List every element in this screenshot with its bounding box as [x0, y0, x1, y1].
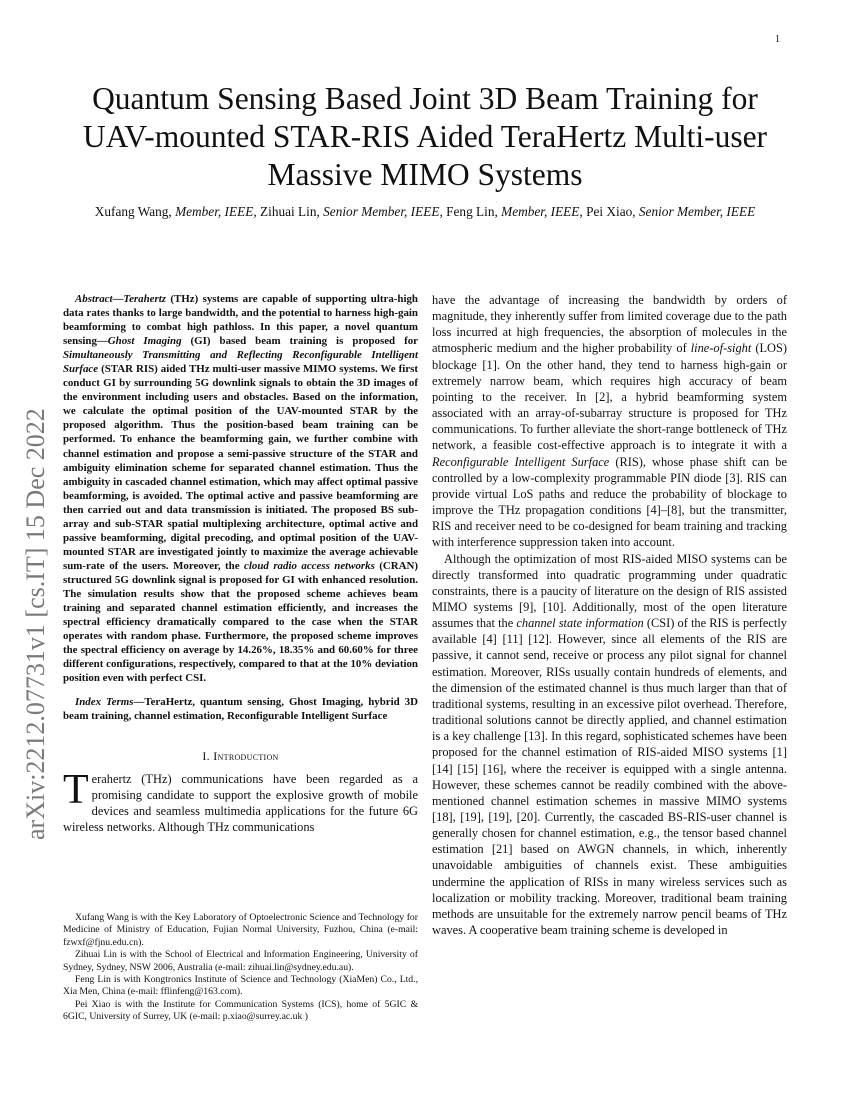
right-column — [432, 292, 787, 938]
arxiv-watermark — [6, 300, 56, 840]
author-4-role: Senior Member, IEEE — [638, 204, 756, 219]
abstract: Abstract—Terahertz (THz) systems are capable of supporting ultra-high data rates thanks to large bandwidth, and the potential to harness high-gain beamforming to combat high pathloss. In this paper, a novel quantum sensing—Ghost Imaging (GI) based beam training is proposed for Simultaneously Transmitting and Reflecting Reconfigurable Intelligent Surface (STAR RIS) aided THz multi-user massive MIMO systems. We first conduct GI by surrounding 5G downlink signals to obtain the 3D images of the environment including users and obstacles. Based on the information, we calculate the optimal position of the UAV-mounted STAR by the proposed algorithm. Thus the position-based beam training can be performed. To enhance the beamforming gain, we further combine with channel estimation and propose a semi-passive structure of the STAR and ambiguity elimination scheme for separated channel estimation. Thus the ambiguity in cascaded channel estimation, which may affect optimal passive beamforming, is avoided. The optimal active and passive beamforming are then carried out and data transmission is initiated. The proposed BS sub-array and sub-STAR spatial multiplexing architecture, optimal active and passive beamforming, digital precoding, and optimal position of the UAV-mounted STAR are investigated jointly to maximize the average achievable sum-rate of the users. Moreover, the cloud radio access networks (CRAN) structured 5G downlink signal is proposed for GI with enhanced resolution. The simulation results show that the proposed scheme achieves beam training and separated channel estimation efficiently, and increases the spectral efficiency dramatically compared to the case when the STAR operates with random phase. Furthermore, the proposed scheme improves the spectral efficiency on average by 14.26%, 18.35% and 60.60% for three different configurations, respectively, compared to that at the 10% deviation position even with perfect CSI. — [63, 293, 419, 685]
author-3: Feng Lin, — [442, 204, 502, 219]
index-terms-label: Index Terms — [75, 696, 134, 709]
author-2: Zihuai Lin, — [256, 204, 324, 219]
author-1: Xufang Wang, — [94, 204, 176, 219]
abstract-label: Abstract — [75, 293, 113, 305]
footnote: Pei Xiao is with the Institute for Communication Systems (ICS), home of 5GIC & 6GIC, University of Surrey, UK (e-mail: p.xiao@surrey.ac.uk ) — [63, 998, 418, 1023]
intro-paragraph: Terahertz (THz) communications have been regarded as a promising candidate to support the explosive growth of mobile devices and seamless multimedia applications for the future 6G wireless networks. Although THz communications — [63, 767, 418, 835]
arxiv-id: arXiv:2212.07731v1 [cs.IT] 15 Dec 2022 — [21, 408, 50, 840]
footnote: Xufang Wang is with the Key Laboratory of Optoelectronic Science and Technology for Medicine of Ministry of Education, Fujian Normal University, Fuzhou, China (e-mail: fzwxf@fjnu.edu.cn). — [63, 912, 418, 948]
paper-title: Quantum Sensing Based Joint 3D Beam Training for UAV-mounted STAR-RIS Aided TeraHertz Multi-user Massive MIMO Systems — [82, 81, 768, 192]
author-3-role: Member, IEEE, — [501, 204, 583, 219]
index-terms: Index Terms—TeraHertz, quantum sensing, Ghost Imaging, hybrid 3D beam training, channel estimation, Reconfigurable Intelligent Surface — [63, 696, 418, 723]
body-paragraph: have the advantage of increasing the bandwidth by orders of magnitude, they inherently suffer from limited coverage due to the path loss incurred at high frequencies, the absorption of molecules in the atmospheric medium and the higher probability of line-of-sight (LOS) blockage [1]. On the other hand, they tend to harness high-gain or extremely narrow beam, which requires high accuracy of beam pointing to the receiver. In [2], a hybrid beamforming system associated with an array-of-subarray structure is proposed for THz communications. To further alleviate the short-range bottleneck of THz network, a feasible cost-effective approach is to integrate it with a Reconfigurable Intelligent Surface (RIS), whose phase shift can be controlled by a low-complexity programmable PIN diode [3]. RIS can provide virtual LoS paths and reduce the probability of blockage to improve the THz propagation conditions [4]–[8], but the transmitter, RIS and receiver need to be co-designed for beam training and tracking with interference suppression taken into account. — [432, 293, 787, 550]
author-2-role: Senior Member, IEEE, — [323, 204, 443, 219]
author-1-role: Member, IEEE, — [175, 204, 257, 219]
page-number: 1 — [775, 34, 780, 45]
footnote: Zihuai Lin is with the School of Electrical and Information Engineering, University of Sydney, Sydney, NSW 2006, Australia (e-mail: zihuai.lin@sydney.edu.au). — [63, 949, 418, 973]
drop-cap: T — [63, 767, 89, 813]
left-column — [63, 292, 418, 835]
author-list — [70, 203, 780, 220]
footnote: Feng Lin is with Kongtronics Institute of Science and Technology (XiaMen) Co., Ltd., Xia Men, China (e-mail: fflinfeng@163.com). — [63, 974, 418, 998]
author-4: Pei Xiao, — [582, 204, 639, 219]
section-heading: I. Introduction — [202, 749, 279, 764]
body-paragraph: Although the optimization of most RIS-aided MISO systems can be directly transformed into quadratic programming under quadratic constraints, there is a paucity of literature on the design of RIS assisted MIMO systems [9], [10]. Additionally, most of the open literature assumes that the channel state information (CSI) of the RIS is perfectly available [4] [11] [12]. However, since all elements of the RIS are passive, it cannot send, receive or process any pilot signal for channel estimation. Moreover, RISs usually contain hundreds of elements, and the dimension of the estimated channel is thus much larger than that of traditional systems, resulting in an excessive pilot overhead. Therefore, traditional solutions cannot be directly applied, and channel estimation is a key challenge [13]. In this regard, sophisticated schemes have been proposed for the channel estimation of RIS-aided MISO systems [1] [14] [15] [16], where the receiver is equipped with a single antenna. However, these schemes cannot be readily combined with the above-mentioned channel estimation schemes in massive MIMO systems [18], [19], [19], [20]. Currently, the cascaded BS-RIS-user channel is generally chosen for channel estimation, e.g., the tensor based channel estimation [21] based on AWGN channels, in which, inherently unavoidable ambiguities of channels exist. These ambiguities undermine the application of RISs in many wireless services such as localization or mobility tracking. Moreover, traditional beam training methods are unsuitable for the extremely narrow pencil beams of THz waves. A cooperative beam training scheme is developed in — [432, 551, 788, 938]
footnotes — [63, 912, 418, 1024]
